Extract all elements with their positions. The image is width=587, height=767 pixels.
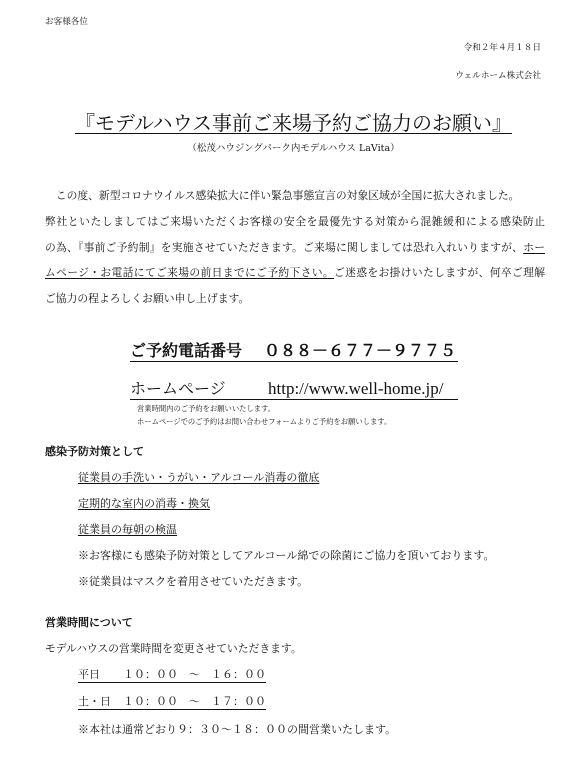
reservation-phone-row (130, 341, 458, 362)
recipient: お客様各位 (45, 17, 88, 27)
precaution-item: 従業員の毎朝の検温 (78, 523, 177, 536)
intro-line-3-underlined: ホー (523, 241, 545, 254)
document-subtitle: （松茂ハウジングパーク内モデルハウス LaVita） (187, 143, 400, 154)
precaution-item: 従業員の手洗い・うがい・アルコール消毒の徹底 (78, 471, 320, 484)
hours-intro: モデルハウスの営業時間を変更させていただきます。 (45, 642, 302, 655)
hours-heading: 営業時間について (45, 616, 133, 629)
head-office-hours-note: ※本社は通常どおり９：３０～１８：００の間営業いたします。 (78, 723, 397, 736)
intro-line-2: 弊社といたしましてはご来場いただくお客様の安全を最優先する対策から混雑緩和による感染防止 (45, 215, 545, 228)
homepage-row (130, 379, 458, 400)
contact-note-2: ホームページでのご予約はお問い合わせフォームよりご予約をお願いします。 (137, 417, 392, 426)
issue-date: 令和２年４月１８日 (463, 43, 541, 53)
precaution-note: ※従業員はマスクを着用させていただきます。 (78, 575, 309, 588)
intro-line-4-text: ご迷惑をお掛けいたしますが、何卒ご理解 (333, 266, 545, 279)
company-name: ウェルホーム株式会社 (455, 71, 541, 81)
intro-line-5: ご協力の程よろしくお願い申し上げます。 (45, 292, 250, 305)
schedule-row-weekend (78, 695, 266, 710)
schedule-time: １０：００ ～ １６：００ (123, 668, 266, 681)
precaution-note: ※お客様にも感染予防対策としてアルコール綿での除菌にご協力を頂いております。 (78, 549, 495, 562)
schedule-day: 平日 (78, 668, 100, 681)
schedule-day: 土・日 (78, 695, 111, 708)
precautions-heading: 感染予防対策として (45, 445, 144, 458)
document-title-text: 『モデルハウス事前ご来場予約ご協力のお願い』 (75, 111, 512, 135)
intro-line-3-text: の為、『事前ご予約制』を実施させていただきます。ご来場に関しましては恐れ入れいりますが、 (45, 241, 524, 254)
schedule-time: １０：００ ～ １７：００ (123, 695, 266, 708)
precaution-item: 定期的な室内の消毒・換気 (78, 497, 210, 510)
intro-line-4 (45, 266, 545, 280)
phone-label: ご予約電話番号 (130, 341, 243, 360)
document-title (0, 111, 587, 135)
homepage-label: ホームページ (130, 379, 226, 398)
intro-line-1: この度、新型コロナウイルス感染拡大に伴い緊急事態宣言の対象区域が全国に拡大されました。 (45, 189, 520, 202)
contact-note-1: 営業時間内のご予約をお願いいたします。 (137, 404, 276, 413)
intro-line-4-underlined: ムページ・お電話にてご来場の前日までにご予約下さい。 (45, 266, 334, 279)
homepage-url-link[interactable]: http://www.well-home.jp/ (268, 379, 444, 398)
schedule-row-weekday (78, 668, 266, 683)
phone-number: ０８８－６７７－９７７５ (264, 341, 457, 360)
intro-line-3 (45, 241, 545, 255)
